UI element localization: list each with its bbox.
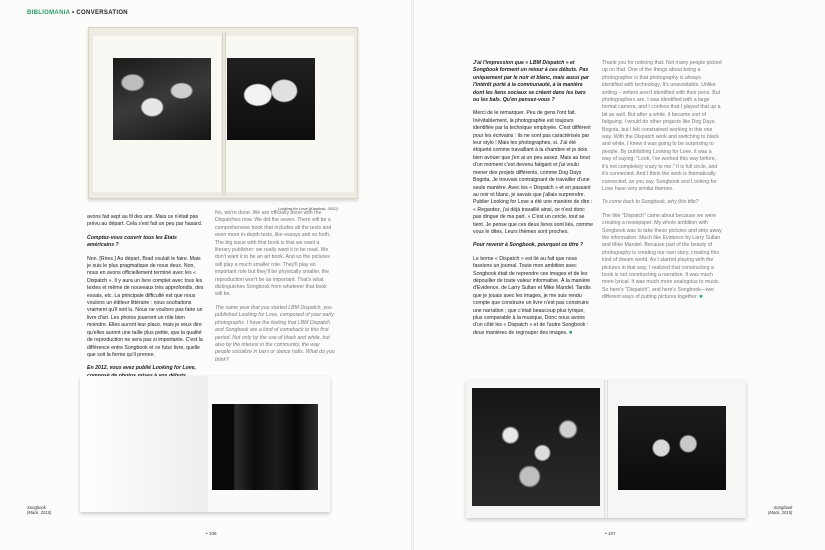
- page-number-right: • 107: [605, 531, 616, 536]
- interview-question-english: [602, 199, 722, 206]
- rubric-separator: •: [70, 10, 77, 16]
- paragraph-text: En 2012, vous avez publié Looking for Love,: [87, 365, 196, 372]
- side-caption-left: [27, 505, 51, 516]
- photo-two-women: [227, 58, 315, 140]
- paragraph-text: The title "Dispatch" came about because we were creating a newspaper. My whole ambition with Songbook was to take these pictures and strip away the information. Much like Evidence by Larry Sultan and Mike Mandel. Because part of the beauty of photography is creating our own story, creating this kind of dream world. As I started playing with the pictures in that way, I realized that constructing a book is not constructing a narrative. It was much more lyrical. It was much more analogous to music. So here's "Dispatch", and here's Songbook—two different ways of putting pictures together.: [602, 212, 722, 301]
- photo-dancers: [618, 406, 726, 490]
- column-right-french: [473, 60, 593, 343]
- interview-question: [473, 242, 593, 249]
- rubric-brand: BIBLIOMANIA: [27, 10, 71, 16]
- paragraph-text: Merci de le remarquer. Peu de gens l'ont fait. Inévitablement, la photographie est toujours identifiée par la technique employée. C'est différent pour les écrivains : ils ne sont pas caractérisés par leur stylo ! Mais les photographes, si. J'ai été étiqueté comme travaillant à la chambre et je dois bien avouer que j'en ai un peu assez. Mais au bout d'un moment c'est devenu fatigant et j'ai voulu mener des projets différents, comme Dog Days Bogota. Je trouvais contraignant de travailler d'une seule manière. Avec les « Dispatch » et en passant au noir et blanc, je savais que j'allais surprendre. Publier Looking for Love a été une manière de dire : « Regardez, j'ai déjà travaillé ainsi, ce n'est donc pas dingue de ma part. » C'est un cercle, tout se tient. Je pense que ces deux livres sont liés, comme vous le dites. Leurs thèmes sont proches.: [473, 110, 593, 235]
- side-caption-publisher: (Mack, 2015): [768, 510, 793, 516]
- interview-question: [473, 60, 593, 104]
- rubric-section: CONVERSATION: [76, 10, 128, 16]
- side-caption-title: Songbook: [27, 505, 46, 510]
- book-page-blank: [80, 376, 208, 512]
- interview-answer: [87, 214, 205, 229]
- paragraph-text: To come back to Songbook, why this title?: [602, 199, 699, 206]
- paragraph-text: No, we're done. We are officially done with the Dispatches now. We did the seven. There will be a comprehensive book that includes all the texts and even more in-depth texts, like essays and so forth. The big issue with that book is that we want a literary publisher: we really want it to be read. We don't want it to be an art book. And so the pictures will play a much smaller role. They'll play an important role but they'll be physically smaller, the reproduction won't be as important. That's what distinguishes Songbook from whatever that book will be.: [215, 210, 332, 298]
- photobook-looking-for-love: [88, 27, 358, 199]
- interview-answer: [602, 60, 722, 193]
- interview-answer: [473, 110, 593, 236]
- paragraph-text: Thank you for noticing that. Not many people picked up on that. One of the things about being a photographer is that photography is always identified with technology. It's unavoidable. Unlike writing – writers aren't identified with their pens. But photographers are. I was identified with a large format camera, and I confess that I played that up a bit as well. But after a while, it became sort of fatiguing. I would do other projects like Dog Days Bogota, but I felt constrained working in this one way. With the Dispatch work and switching to black and white, I knew it was going to be surprising to people. By publishing Looking for Love, it was a way of saying: "Look, I've worked this way before, it's not completely crazy to me." It is full circle, and it's connected. And I think the work is thematically connected, as you say. Songbook and Looking for Love have very similar themes.: [602, 60, 722, 192]
- interview-answer: [473, 256, 593, 337]
- photobook-songbook-right: [466, 380, 746, 518]
- side-caption-right: [768, 505, 792, 516]
- end-mark-icon: ■: [569, 329, 573, 336]
- column-left-english: [215, 210, 335, 370]
- paragraph-text: J'ai l'impression que « LBM Dispatch » et Songbook forment un retour à ces débuts. Pas uniquement par le noir et blanc, mais aussi par l'intérêt porté à la communauté, à la manière dont les liens sociaux se créent dans les bars ou les bals. Qu'en pensez-vous ?: [473, 60, 589, 104]
- side-caption-publisher: (Mack, 2015): [27, 510, 52, 516]
- column-left-french: [87, 214, 205, 386]
- paragraph-text: Non. [Rires.] Au départ, Brad voulait le faire. Mais je suis le plus pragmatique de nous deux. Non, nous en avons officiellement terminé avec les « Dispatch ». Il y aura un livre complet avec tous les textes et même de nouveaux très approfondis, des essais, etc. La principale difficulté est que nous voulons un éditeur littéraire : nous souhaitons vraiment qu'il soit lu. Nous ne voulons pas faire un livre d'art. Les photos joueront un rôle bien moindre. Elles auront leur place, mais je veux dire qu'elles auront une taille plus petite, que la qualité de reproduction ne sera pas si importante. C'est la différence entre Songbook et ce futur livre, quelle que soit la forme qu'il prenne.: [87, 255, 204, 358]
- interview-answer: [602, 213, 722, 302]
- paragraph-text: Comptez-vous couvrir tous les Etats américains ?: [87, 234, 177, 249]
- paragraph-text: Pour revenir à Songbook, pourquoi ce titre ?: [473, 242, 584, 249]
- side-caption-title: Songbook: [773, 505, 793, 510]
- book-spine: [604, 380, 608, 518]
- paragraph-text: Le terme « Dispatch » est lié au fait que nous fassions un journal. Toute mon ambition avec Songbook était de reprendre ces images et de les dépouiller de toute valeur informative. À la manière d'Evidence, de Larry Sultan et Mike Mandel. Tandis que je jouais avec les images, je me suis rendu compte que construire un livre n'est pas construire une narration ; que c'était beaucoup plus lyrique, plus comparable à la musique. Donc nous avons d'un côté les « Dispatch » et de l'autre Songbook : deux manières de regrouper des images.: [473, 255, 591, 336]
- page-gutter: [411, 0, 414, 550]
- photo-hands-table: [113, 58, 211, 140]
- interview-answer: [215, 210, 335, 299]
- photo-crowd: [472, 388, 600, 506]
- interview-answer: [87, 256, 205, 360]
- interview-question-english: [215, 305, 335, 364]
- section-rubric: [27, 10, 128, 16]
- column-right-english: [602, 60, 722, 308]
- paragraph-text: The same year that you started LBM Dispatch, you published Looking for Love, composed of your early photographs. I have the feeling that LBM Dispatch and Songbook are a kind of comeback to this first period. Not only by the use of black and white, but also by the interest in the community, the way people socialize in bars or dance halls. What do you think?: [215, 304, 335, 363]
- interview-question: [87, 235, 205, 250]
- page-number-left: • 106: [206, 531, 217, 536]
- end-mark-icon: ■: [699, 294, 703, 301]
- paragraph-text: avons fait sept au fil des ans. Mais ce n'était pas prévu au départ. Cela s'est fait un peu par hasard.: [87, 214, 203, 228]
- photo-caption: Looking for Love (Kaminsk, 2012): [278, 206, 338, 211]
- photobook-songbook-left: [80, 376, 330, 512]
- photo-bar-interior: [212, 404, 318, 490]
